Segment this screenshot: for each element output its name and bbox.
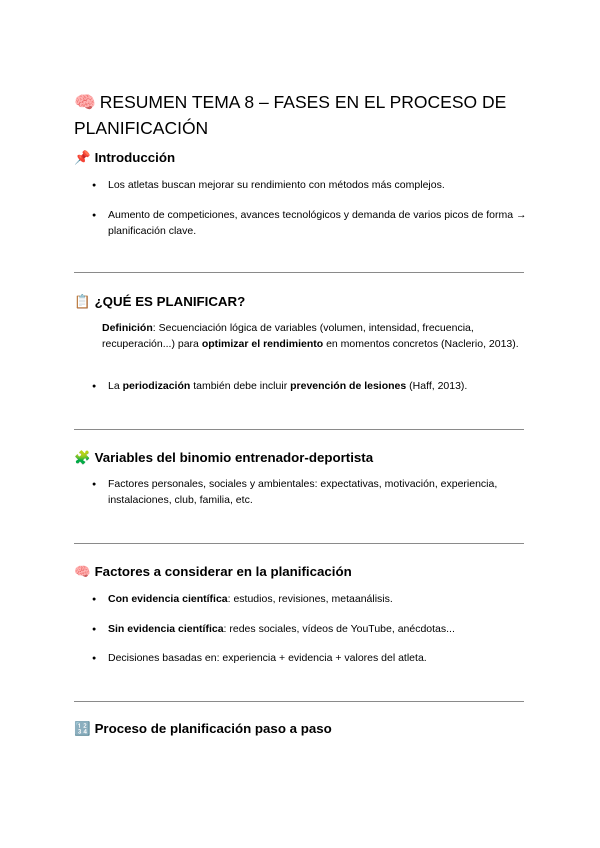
heading-text: Variables del binomio entrenador-deportista (94, 450, 374, 465)
heading-introduccion (74, 150, 175, 167)
heading-factores (74, 564, 352, 581)
definition-label: Definición (102, 322, 153, 334)
text: (Haff, 2013). (406, 380, 468, 392)
definition-text-end: en momentos concretos (Naclerio, 2013). (323, 337, 519, 350)
brain-icon: 🧠 (74, 93, 96, 113)
bold-term: prevención de lesiones (290, 380, 407, 392)
document-title (74, 90, 534, 141)
divider (74, 701, 524, 702)
heading-proceso (74, 721, 332, 738)
text: : estudios, revisiones, metaanálisis. (227, 593, 393, 605)
bold-term: Con evidencia científica (108, 593, 228, 605)
brain-icon: 🧠 (74, 565, 91, 580)
divider (74, 272, 524, 273)
text: : redes sociales, vídeos de YouTube, anécdotas... (223, 623, 455, 635)
numbers-icon: 🔢 (74, 722, 91, 737)
divider (74, 429, 524, 430)
bold-term: periodización (122, 380, 191, 392)
list-item (92, 379, 532, 395)
list-item: ● Los atletas buscan mejorar su rendimiento con métodos más complejos. (92, 178, 532, 194)
list-item: ● Decisiones basadas en: experiencia + evidencia + valores del atleta. (92, 651, 532, 667)
heading-que-es-planificar (74, 294, 245, 311)
pushpin-icon: 📌 (74, 151, 91, 166)
list-item: ● Aumento de competiciones, avances tecnológicos y demanda de varios picos de forma → planificación clave. (92, 208, 532, 239)
heading-binomio (74, 450, 373, 467)
list-item: ● Factores personales, sociales y ambientales: expectativas, motivación, experiencia, instalaciones, club, familia, etc. (92, 477, 532, 508)
bold-term: Sin evidencia científica (108, 623, 224, 635)
list-item (92, 622, 532, 638)
text: también debe incluir (190, 380, 291, 392)
puzzle-piece-icon: 🧩 (74, 451, 91, 466)
text: La (108, 380, 123, 392)
clipboard-icon: 📋 (74, 295, 91, 310)
heading-text: Introducción (94, 150, 176, 165)
definition-bold: optimizar el rendimiento (201, 337, 324, 350)
heading-text: Proceso de planificación paso a paso (94, 721, 332, 736)
list-item (92, 592, 532, 608)
heading-text: ¿QUÉ ES PLANIFICAR? (94, 294, 246, 309)
divider (74, 543, 524, 544)
title-text: RESUMEN TEMA 8 – FASES EN EL PROCESO DE PLANIFICACIÓN (74, 92, 507, 138)
definition-text: : Secuenciación lógica de variables (volumen, intensidad, frecuencia, recuperación...) para (102, 322, 474, 350)
definition-paragraph (102, 321, 532, 352)
heading-text: Factores a considerar en la planificación (94, 564, 352, 579)
